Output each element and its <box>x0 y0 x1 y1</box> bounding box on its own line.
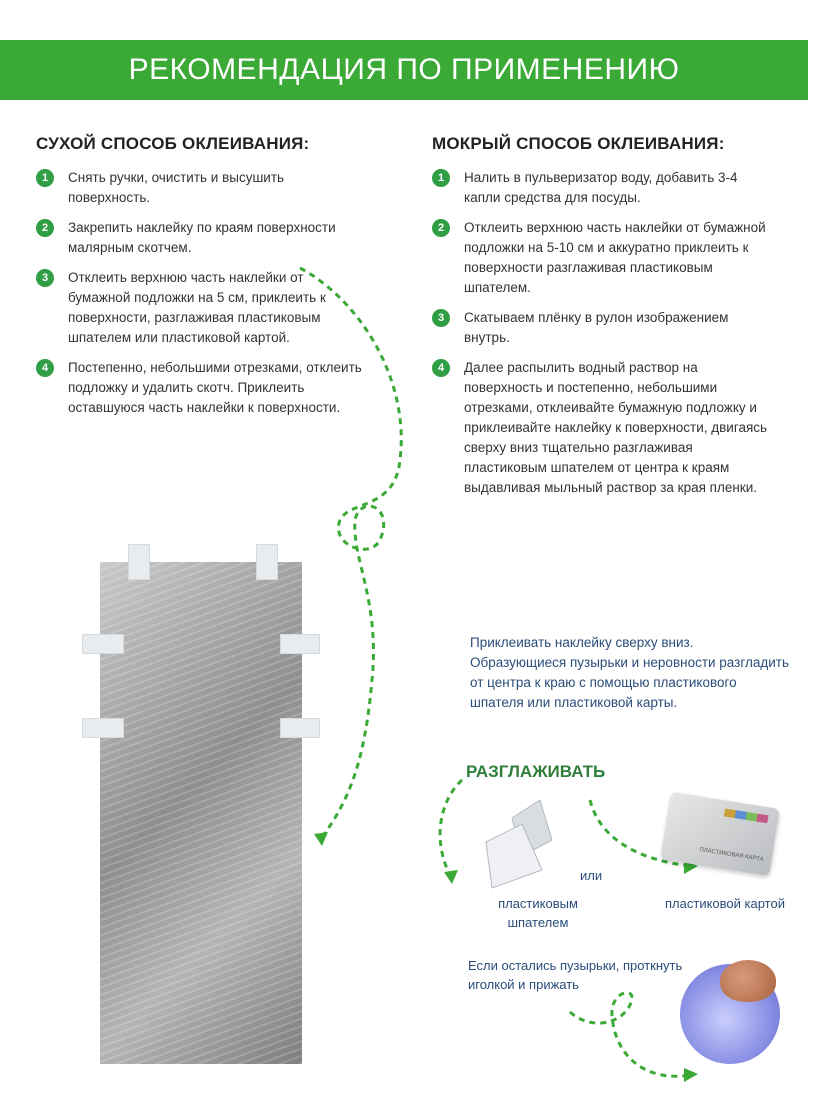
bubble-instruction: Если остались пузырьки, проткнуть иголкой и прижать <box>468 958 683 992</box>
tape-strip <box>280 718 320 738</box>
dry-method-section <box>36 134 406 428</box>
card-label: ПЛАСТИКОВАЯ КАРТА <box>698 847 764 864</box>
step-number-badge: 3 <box>36 269 54 287</box>
or-label: или <box>580 868 603 883</box>
wet-step <box>432 308 792 348</box>
tape-strip <box>128 544 150 580</box>
tape-strip <box>280 634 320 654</box>
step-number-badge: 4 <box>36 359 54 377</box>
step-number-badge: 2 <box>432 219 450 237</box>
tape-strip <box>82 718 124 738</box>
wet-step <box>432 218 792 298</box>
step-number-badge: 3 <box>432 309 450 327</box>
door-sticker-illustration <box>100 562 302 1064</box>
step-number-badge: 2 <box>36 219 54 237</box>
title-banner <box>0 40 808 100</box>
wet-method-section <box>432 134 792 508</box>
plastic-card-icon <box>660 792 779 876</box>
tape-strip <box>256 544 278 580</box>
dashed-arrow-bubble <box>570 993 690 1077</box>
step-text: Налить в пульверизатор воду, добавить 3-4 капли средства для посуды. <box>464 170 738 205</box>
dry-step <box>36 168 406 208</box>
step-text: Отклеить верхнюю часть наклейки от бумажной подложки на 5 см, приклеить к поверхности, разглаживая пластиковым шпателем или пластиковой картой. <box>68 270 326 345</box>
dry-step <box>36 218 406 258</box>
arrow-head <box>444 870 458 884</box>
dry-method-title: СУХОЙ СПОСОБ ОКЛЕИВАНИЯ: <box>36 134 310 153</box>
step-number-badge: 1 <box>36 169 54 187</box>
step-text: Постепенно, небольшими отрезками, отклеить подложку и удалить скотч. Приклеить оставшуюся часть наклейки к поверхности. <box>68 360 362 415</box>
step-text: Далее распылить водный раствор на поверхность и постепенно, небольшими отрезками, отклеивайте бумажную подложку и приклеивайте наклейку к поверхности, двигаясь сверху вниз тщательно разглаживая пластиковым шпателем от центра к краям выдавливая мыльный раствор за края пленки. <box>464 360 768 495</box>
spatula-icon <box>486 800 552 888</box>
wet-method-title: МОКРЫЙ СПОСОБ ОКЛЕИВАНИЯ: <box>432 134 725 153</box>
dry-step <box>36 268 406 348</box>
spatula-caption: пластиковым шпателем <box>498 896 578 930</box>
finger-icon <box>720 960 776 1002</box>
arrow-head <box>314 832 328 846</box>
step-text: Отклеить верхнюю часть наклейки от бумажной подложки на 5-10 см и аккуратно приклеить к поверхности разглаживая пластиковым шпателем. <box>464 220 766 295</box>
smoothing-title: РАЗГЛАЖИВАТЬ <box>466 762 606 781</box>
page-title: РЕКОМЕНДАЦИЯ ПО ПРИМЕНЕНИЮ <box>128 53 680 86</box>
step-number-badge: 1 <box>432 169 450 187</box>
card-caption: пластиковой картой <box>665 896 785 911</box>
step-text: Скатываем плёнку в рулон изображением внутрь. <box>464 310 729 345</box>
card-stripes <box>724 808 769 823</box>
wet-step <box>432 358 792 498</box>
step-text: Закрепить наклейку по краям поверхности малярным скотчем. <box>68 220 336 255</box>
dry-step <box>36 358 406 418</box>
application-note: Приклеивать наклейку сверху вниз. Образующиеся пузырьки и неровности разгладить от центра к краю с помощью пластикового шпателя или пластиковой карты. <box>470 635 790 710</box>
step-number-badge: 4 <box>432 359 450 377</box>
step-text: Снять ручки, очистить и высушить поверхность. <box>68 170 285 205</box>
tape-strip <box>82 634 124 654</box>
arrow-head <box>684 1068 698 1082</box>
wet-step <box>432 168 792 208</box>
dashed-arrow-tool1 <box>440 780 462 875</box>
